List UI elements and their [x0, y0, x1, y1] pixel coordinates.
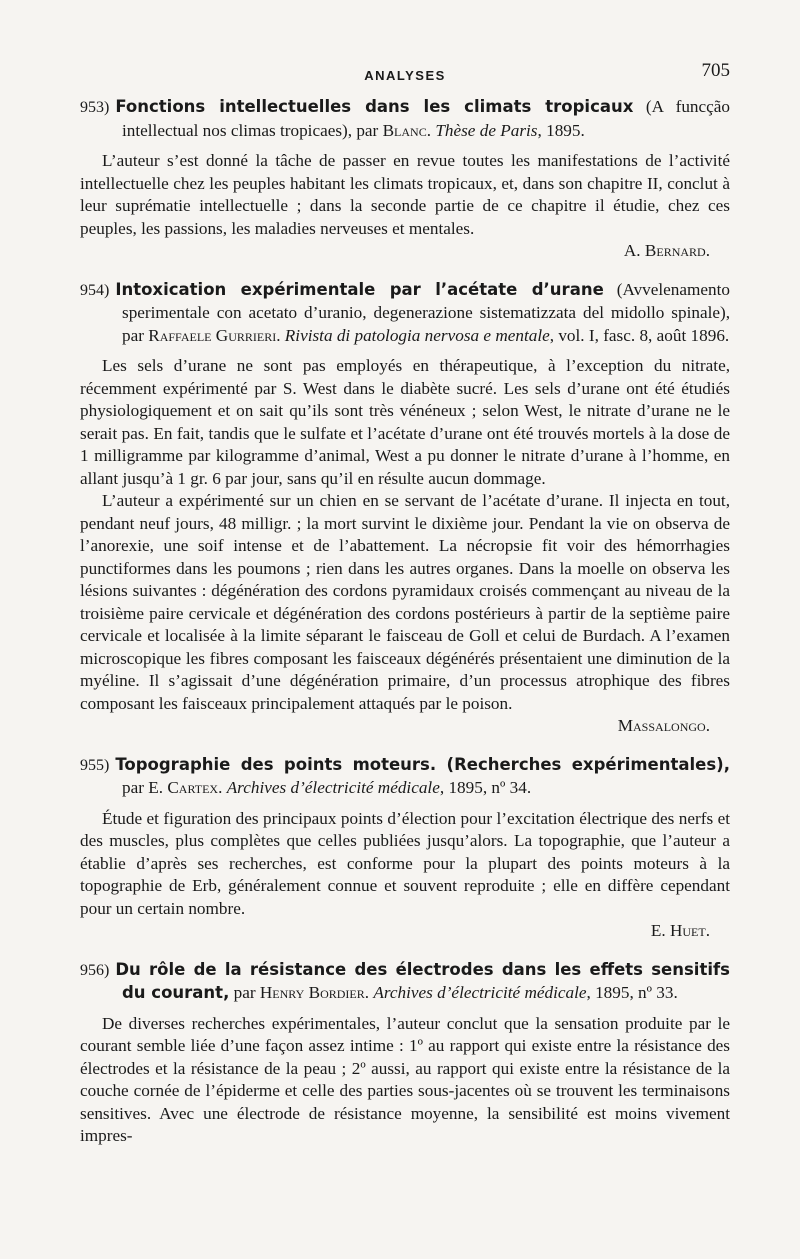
- entry-author: Blanc: [382, 120, 427, 140]
- entry-heading: [80, 279, 730, 348]
- entry-author: Henry Bordier: [259, 983, 365, 1002]
- entry-sep: .: [276, 325, 285, 345]
- entry-sep: .: [426, 120, 436, 140]
- entry-paragraph: Les sels d’urane ne sont pas employés en thérapeutique, à l’exception du nitrate, récemment expérimenté par S. West dans le diabète sucré. Les sels d’urane ont été étudiés physiologiquement et on sait qu’ils sont très vénéneux ; selon West, le nitrate d’urane ne le serait pas. En fait, tandis que le sulfate et l’acétate d’urane ont été trouvés mortels à la dose de 1 milligramme par kilogramme d’animal, West a pu donner le nitrate d’urane à l’homme, en allant jusqu’à 1 gr. 6 par jour, sans qu’il en résulte aucun dommage.: [80, 356, 730, 488]
- page-number: 705: [701, 60, 730, 81]
- entry-number: 955): [80, 756, 110, 774]
- entry-paragraph: De diverses recherches expérimentales, l’auteur conclut que la sensation produite par le courant semble liée d’une façon assez intime : 1º au rapport qui existe entre la résistance des électrodes et la résistance de la peau ; 2º aussi, au rapport qui existe entre la résistance de la couche cornée de l’épiderme et celle des parties sous-jacentes où se trouvent les terminaisons sensitives. Avec une électrode de résistance moyenne, la sensibilité est moins vivement impres-: [80, 1013, 730, 1145]
- entry-source: Archives d’électricité médicale: [373, 983, 587, 1002]
- entry-956: [80, 959, 730, 1148]
- entry-source: Thèse de Paris: [435, 120, 538, 140]
- entry-subtitle: (A funcção intellectual nos climas tropicaes), par: [122, 97, 730, 140]
- entry-number: 954): [80, 281, 110, 299]
- entry-953: [80, 96, 730, 263]
- entry-heading: [80, 754, 730, 800]
- entry-signature: Massalongo.: [617, 716, 710, 735]
- entry-955: [80, 754, 730, 943]
- page-header: [80, 60, 730, 88]
- entry-number: 953): [80, 99, 110, 116]
- entry-number: 956): [80, 961, 110, 979]
- running-head: ANALYSES: [364, 68, 446, 83]
- entry-signature: E. Huet.: [650, 921, 710, 940]
- entry-subtitle: par: [122, 778, 149, 797]
- entry-details: , vol. I, fasc. 8, août 1896.: [549, 325, 730, 345]
- entry-source: Archives d’électricité médicale: [226, 778, 440, 797]
- entry-paragraph: L’auteur s’est donné la tâche de passer en revue toutes les manifestations de l’activité intellectuelle chez les peuples habitant les climats tropicaux, et, dans son chapitre II, conclut à leur suprématie intellectuelle ; dans la seconde partie de ce chapitre il étudie, chez ces peuples, les passions, les maladies nerveuses et mentales.: [80, 151, 730, 238]
- entry-sep: .: [364, 983, 374, 1002]
- entry-heading: [80, 96, 730, 142]
- entry-title: Du rôle de la résistance des électrodes dans les effets sensitifs du courant,: [115, 959, 730, 1002]
- entry-sep: .: [218, 778, 227, 797]
- entry-author: Raffaele Gurrieri: [148, 325, 277, 345]
- entry-paragraph: Étude et figuration des principaux points d’élection pour l’excitation électrique des nerfs et des muscles, plus complètes que celles publiées jusqu’alors. La topographie, que l’auteur a établie d’après ses recherches, est conforme pour la plupart des points moteurs à la topographie de Erb, généralement connue et souvent reproduite ; elle en diffère cependant pour un certain nombre.: [80, 808, 730, 918]
- entry-title: Topographie des points moteurs. (Recherches expérimentales),: [115, 754, 730, 774]
- entry-subtitle: (Avvelenamento sperimentale con acetato d’uranio, degenerazione sistematizzata del midollo spinale), par: [122, 279, 730, 345]
- entry-title: Fonctions intellectuelles dans les climats tropicaux: [115, 97, 634, 116]
- entry-details: , 1895, nº 33.: [586, 983, 678, 1002]
- entry-author: E. Cartex: [148, 778, 219, 797]
- entry-heading: [80, 959, 730, 1005]
- entry-title: Intoxication expérimentale par l’acétate d’urane: [115, 279, 604, 299]
- entry-954: [80, 279, 730, 738]
- entry-subtitle: par: [229, 983, 260, 1002]
- page-content: [80, 96, 730, 1164]
- entry-source: Rivista di patologia nervosa e mentale: [284, 325, 550, 345]
- entry-details: , 1895.: [537, 120, 585, 140]
- entry-details: , 1895, nº 34.: [439, 778, 532, 797]
- entry-signature: A. Bernard.: [623, 241, 710, 260]
- entry-paragraph: L’auteur a expérimenté sur un chien en se servant de l’acétate d’urane. Il injecta en tout, pendant neuf jours, 48 milligr. ; la mort survint le dixième jour. Pendant la vie on observa de l’anorexie, une soif intense et de l’abattement. La nécropsie fit voir des hémorrhagies punctiformes dans les poumons ; rien dans les autres organes. Dans la moelle on observa les lésions suivantes : dégénération des cordons pyramidaux croisés commençant au niveau de la troisième paire cervicale et dégénération des cordons postérieurs à partir de la septième paire cervicale et localisée à la limite séparant le faisceau de Goll et celui de Burdach. A l’examen microscopique les fibres composant les faisceaux dégénérés présentaient une diminution de la myéline. Il s’agissait d’une dégénération primaire, d’un processus atrophique des fibres composant les faisceaux principalement attaqués par le poison.: [80, 491, 730, 713]
